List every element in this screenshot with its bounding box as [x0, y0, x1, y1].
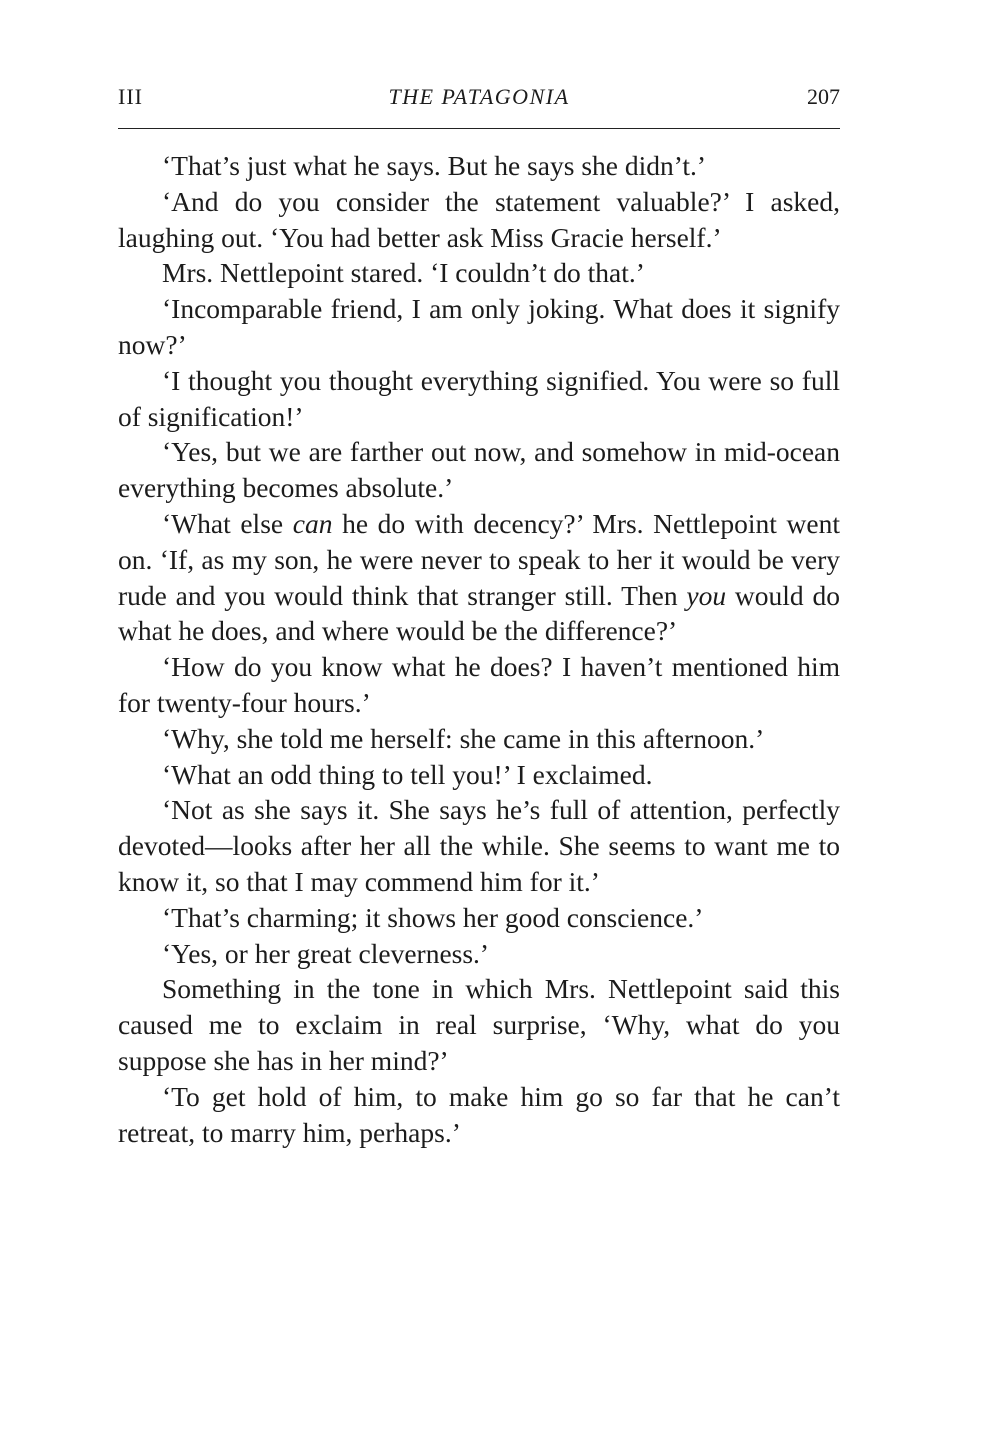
page-number: 207 [807, 84, 840, 109]
paragraph: ‘What an odd thing to tell you!’ I exclaimed. [162, 758, 653, 790]
paragraph: ‘Yes, or her great cleverness.’ [162, 937, 490, 969]
running-title: THE PATAGONIA [388, 84, 570, 109]
paragraph-text: would do what he does, and where would be the difference?’ [118, 579, 840, 647]
paragraph: ‘That’s just what he says. But he says she didn’t.’ [162, 150, 707, 181]
paragraph [118, 506, 840, 649]
paragraph: ‘Not as she says it. She says he’s full of attention, perfectly devoted—looks after her all the while. She seems to want me to know it, so that I may commend him for it.’ [118, 794, 840, 897]
paragraph: ‘I thought you thought everything signified. You were so full of signification!’ [118, 364, 840, 432]
paragraph: Mrs. Nettlepoint stared. ‘I couldn’t do that.’ [162, 257, 645, 289]
paragraph: Something in the tone in which Mrs. Nettlepoint said this caused me to exclaim in real surprise, ‘Why, what do you suppose she has in her mind?’ [118, 973, 840, 1076]
paragraph-text: ‘What else [162, 507, 293, 539]
emphasis: you [686, 579, 727, 611]
paragraph: ‘How do you know what he does? I haven’t mentioned him for twenty-four hours.’ [118, 651, 840, 718]
paragraph: ‘Why, she told me herself: she came in this afternoon.’ [162, 722, 765, 754]
running-header [118, 84, 840, 116]
emphasis: can [292, 507, 333, 539]
chapter-number: III [118, 84, 143, 109]
paragraph-text: he do with decency?’ Mrs. Nettlepoint went on. ‘If, as my son, he were never to speak to her it would be very rude and you would think that stranger still. Then [118, 507, 840, 611]
paragraph: ‘To get hold of him, to make him go so far that he can’t retreat, to marry him, perhaps.’ [118, 1080, 840, 1148]
paragraph: ‘Yes, but we are farther out now, and somehow in mid-ocean everything becomes absolute.’ [118, 436, 840, 504]
paragraph: ‘Incomparable friend, I am only joking. What does it signify now?’ [118, 293, 840, 360]
body-text [118, 148, 840, 1150]
paragraph: ‘And do you consider the statement valuable?’ I asked, laughing out. ‘You had better ask Miss Gracie herself.’ [118, 185, 840, 253]
paragraph: ‘That’s charming; it shows her good conscience.’ [162, 901, 704, 933]
header-rule [118, 128, 840, 129]
